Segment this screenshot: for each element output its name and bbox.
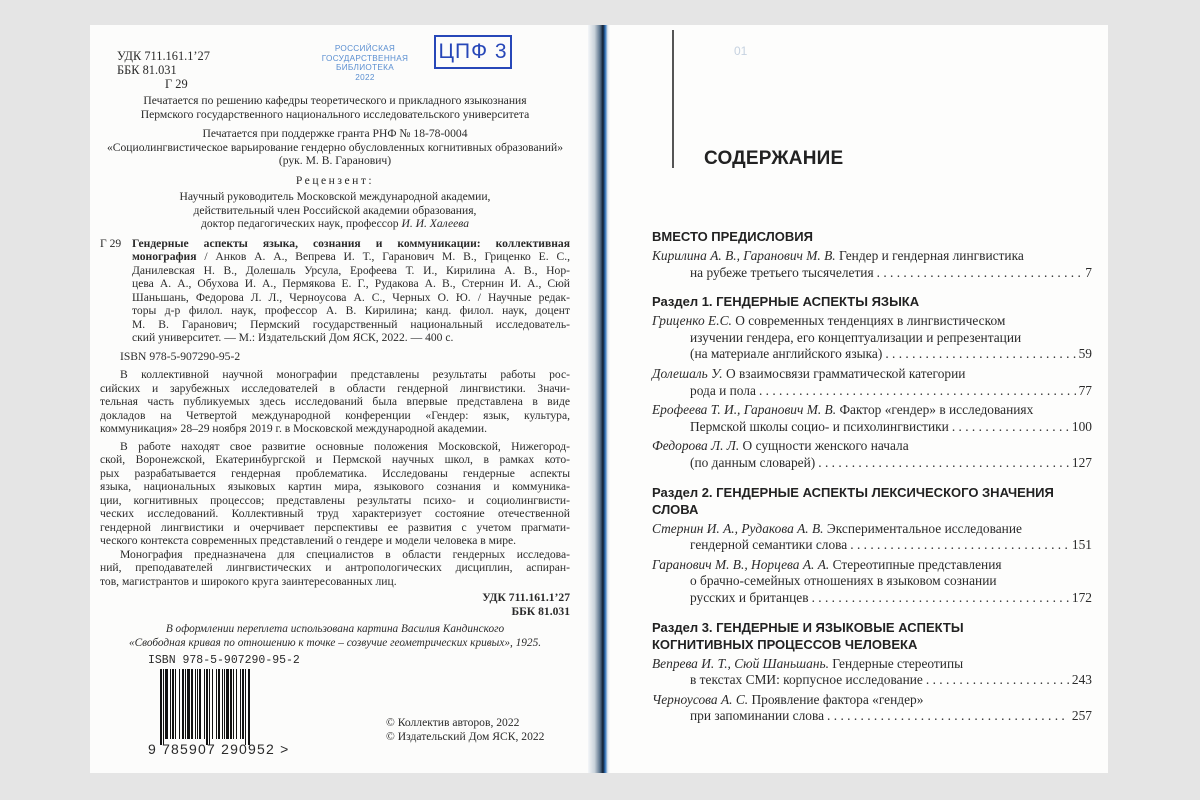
imprint-content (100, 94, 570, 758)
toc-entry[interactable] (652, 656, 1092, 689)
barcode-bar (224, 669, 225, 739)
stamp-line: РОССИЙСКАЯ (334, 44, 396, 53)
catalog-text (132, 237, 570, 345)
toc-entry-title: Фактор «гендер» в исследованиях (839, 402, 1034, 418)
barcode-bar (199, 669, 201, 739)
barcode-bar (245, 669, 246, 745)
barcode-bar (222, 669, 223, 739)
toc-entry-title: на рубеже третьего тысячелетия (690, 264, 874, 280)
barcode-bar (195, 669, 196, 739)
text-line: «Социолингвистическое варьирование гендерно обусловленных когнитивных образований» (106, 140, 564, 154)
toc-entry-title: Стереотипные представления (832, 556, 1002, 572)
reviewer-info (100, 190, 570, 231)
text-line (100, 217, 570, 231)
catalog-line: Данилевская Н. В., Долешаль Урсула, Ерофеева Т. И., Кирилина А. В., Нор- (132, 263, 570, 277)
toc-entry-title: Гендер и гендерная лингвистика (838, 248, 1024, 263)
barcode-bar (218, 669, 220, 739)
toc-entry-line (652, 708, 1092, 725)
barcode-bar (175, 669, 176, 739)
catalog-line: цева А. А., Обухова И. А., Пермякова Е. Г., Рудакова А. В., Стернин И. А., Сюй (132, 277, 570, 290)
toc-section-heading: СЛОВА (652, 501, 699, 517)
paragraph-line: сийских и зарубежных исследователей в области гендерной лингвистики. Значи- (100, 381, 570, 395)
toc-entry-title: Пермской школы социо- и психолингвистики (690, 418, 949, 434)
toc-entry-title: Экспериментальное исследование (826, 520, 1022, 536)
toc-page-number: 257 (1071, 708, 1092, 724)
barcode-bar (170, 669, 171, 739)
annotation-paragraph (100, 368, 570, 436)
toc-entry-line (652, 438, 1092, 455)
barcode-bar (216, 669, 217, 739)
toc-page-number: 7 (1085, 264, 1092, 280)
paragraph-line: ской, Воронежской, Екатеринбургской и Пермской научных школ, в рамках кото- (100, 453, 570, 466)
author-mark: Г 29 (165, 77, 188, 91)
catalog-line (132, 250, 570, 264)
stamp-line: ГОСУДАРСТВЕННАЯ (321, 53, 409, 63)
toc-entry[interactable] (652, 438, 1092, 471)
toc-entry-author: Федорова Л. Л. (652, 438, 740, 454)
paragraph-line: коммуникация» 28–29 ноября 2019 г. в Московской международной академии. (100, 422, 487, 435)
barcode-bar (248, 669, 250, 745)
book-spine (588, 25, 610, 773)
toc-entry-title: о брачно-семейных отношениях в языковом сознании (690, 573, 997, 589)
dot-leader (759, 383, 1076, 400)
paragraph-line: тов, магистрантов и широкого круга заинтересованных лиц. (100, 574, 397, 588)
toc-page-number: 100 (1071, 418, 1092, 434)
toc-entry[interactable] (652, 692, 1092, 725)
text: доктор педагогических наук, профессор (200, 217, 399, 230)
barcode-bar (172, 669, 174, 739)
toc-entry-author: Кирилина А. В., Гаранович М. В. (652, 248, 836, 263)
toc-entry-line (652, 346, 1092, 363)
toc-entry-title: О современных тенденциях в лингвистическом (735, 313, 1006, 329)
faint-mark: 01 (734, 44, 748, 58)
barcode-bar (236, 669, 237, 739)
toc-entry-title: (по данным словарей) (690, 454, 816, 470)
toc-entry-title: О сущности женского начала (742, 438, 909, 454)
toc-page-number: 172 (1071, 589, 1092, 605)
toc-entry-author: Вепрева И. Т., Сюй Шаньшань. (652, 655, 829, 671)
barcode-bar (226, 669, 229, 739)
barcode-bar (230, 669, 232, 739)
toc-page-number: 59 (1078, 346, 1092, 362)
toc-section (652, 228, 1092, 281)
barcode-bar (240, 669, 241, 739)
barcode-bar (165, 669, 168, 739)
toc-entry-title: (на материале английского языка) (690, 346, 883, 362)
barcode-bar (197, 669, 198, 739)
toc-entry-line (652, 330, 1092, 347)
toc-entry-line (652, 248, 1092, 265)
toc-entry-line (652, 419, 1092, 436)
stamp-line: БИБЛИОТЕКА (336, 63, 394, 72)
toc-entry[interactable] (652, 248, 1092, 281)
toc-entry-line (652, 590, 1092, 607)
toc-page-number: 151 (1071, 537, 1092, 553)
paragraph-line: тельная часть публикуемых здесь исследований была впервые представлена в виде (100, 395, 570, 408)
library-stamp (305, 44, 425, 82)
paragraph-line: докладов на Четвертой международной конференции «Гендер: язык, культура, (100, 408, 570, 422)
toc-entry-line (652, 455, 1092, 472)
catalog-authors: / Анков А. А., Вепрева И. Т., Гаранович М. В., Гриценко Е. С., (196, 250, 570, 263)
toc-entry-line (652, 557, 1092, 574)
cover-note (100, 623, 570, 650)
text-line: Печатается при поддержке гранта РНФ № 18-78-0004 (202, 127, 468, 140)
toc-entry-title: О взаимосвязи грамматической категории (725, 365, 966, 381)
toc-section-heading: ВМЕСТО ПРЕДИСЛОВИЯ (652, 229, 813, 244)
toc-title: СОДЕРЖАНИЕ (704, 148, 844, 169)
barcode-bar (209, 669, 210, 745)
text-line: «Свободная кривая по отношению к точке – созвучие геометрических кривых», 1925. (128, 636, 542, 649)
barcode-bar (204, 669, 205, 739)
text-line: действительный член Российской академии образования, (193, 203, 477, 217)
barcode (160, 669, 282, 741)
barcode-digits: 9 785907 290952 > (148, 741, 290, 757)
toc-entry[interactable] (652, 313, 1092, 363)
barcode-bar (182, 669, 184, 739)
toc-section (652, 619, 1092, 725)
udk-bottom: УДК 711.161.1’27 (482, 591, 570, 604)
text-line: Научный руководитель Московской международной академии, (179, 190, 491, 203)
toc-page-number: 77 (1078, 382, 1092, 398)
grant-info (100, 127, 570, 168)
toc-section-heading: Раздел 2. ГЕНДЕРНЫЕ АСПЕКТЫ ЛЕКСИЧЕСКОГО ЗНАЧЕНИЯ (652, 484, 1054, 500)
toc-entry-title: русских и британцев (690, 589, 809, 605)
toc-section-heading: Раздел 1. ГЕНДЕРНЫЕ АСПЕКТЫ ЯЗЫКА (652, 294, 920, 310)
toc-section (652, 484, 1092, 607)
bbk-bottom: ББК 81.031 (511, 604, 570, 618)
toc-entry-author: Стернин И. А., Рудакова А. В. (652, 520, 824, 536)
bbk-code: ББК 81.031 (117, 63, 177, 77)
isbn: ISBN 978-5-907290-95-2 (120, 349, 241, 363)
catalog-title: Гендерные аспекты языка, сознания и коммуникации: коллективная (132, 236, 570, 250)
barcode-isbn: ISBN 978-5-907290-95-2 (148, 654, 300, 667)
catalog-code: Г 29 (100, 236, 122, 250)
copyright-line: © Коллектив авторов, 2022 (386, 716, 520, 729)
paragraph-line: ции, когнитивных процессов; представлены результаты психо- и социолингвисти- (100, 493, 570, 507)
text-line: В оформлении переплета использована картина Василия Кандинского (165, 623, 505, 635)
dot-leader (850, 537, 1069, 554)
toc-entry-line (652, 265, 1092, 282)
print-decision (100, 94, 570, 121)
barcode-bar (212, 669, 213, 739)
barcode-bar (163, 669, 164, 745)
udk-code: УДК 711.161.1’27 (117, 49, 210, 63)
toc-entry-title: изучении гендера, его концептуализации и репрезентации (690, 329, 1022, 345)
stamp-line: 2022 (355, 72, 375, 82)
annotation-paragraph (100, 548, 570, 589)
toc-entry-author: Гаранович М. В., Норцева А. А. (652, 556, 830, 572)
toc-entry[interactable] (652, 402, 1092, 435)
toc-section (652, 293, 1092, 471)
dot-leader (827, 708, 1069, 725)
toc-entry-title: Проявление фактора «гендер» (751, 691, 924, 707)
toc-entry-author: Ерофеева Т. И., Гаранович М. В. (652, 402, 837, 418)
table-of-contents (652, 228, 1092, 737)
dot-leader (877, 265, 1083, 282)
dot-leader (885, 346, 1075, 363)
text-line: (рук. М. В. Гаранович) (278, 154, 392, 167)
toc-entry-line (652, 383, 1092, 400)
copyright-line: © Издательский Дом ЯСК, 2022 (386, 729, 545, 743)
toc-entry-line (652, 313, 1092, 330)
paragraph-line: языка, национальных языковых картин мира, языкового сознания и коммуника- (100, 480, 570, 493)
dot-leader (812, 590, 1069, 607)
toc-entry-author: Долешаль У. (652, 365, 723, 381)
toc-entry-author: Черноусова А. С. (652, 691, 749, 707)
copyright (386, 716, 544, 743)
paragraph-line: гендерной лингвистики и очерчивает перспективы ее развития с учетом прагмати- (100, 520, 570, 534)
catalog-entry (100, 237, 570, 345)
toc-entry-title: при запоминании слова (690, 708, 825, 724)
catalog-line: М. В. Гаранович; Пермский государственный национальный исследователь- (132, 317, 570, 331)
toc-entry-title: Гендерные стереотипы (832, 655, 964, 671)
toc-entry-title: рода и пола (690, 382, 756, 398)
cpf-stamp: ЦПФ 3 (434, 35, 512, 69)
toc-entry-line (652, 573, 1092, 590)
paragraph-line: ческого контекста современных представлений о гендере и модели человека в мире. (100, 534, 517, 547)
toc-entry-title: гендерной семантики слова (690, 537, 848, 553)
barcode-bar (242, 669, 244, 739)
toc-page-number: 243 (1071, 672, 1092, 688)
decorative-rule (672, 30, 674, 168)
paragraph-line: ческих исследований. Коллективный труд характеризует состояние отечественной (100, 507, 570, 520)
toc-entry-line (652, 692, 1092, 709)
text-line: Печатается по решению кафедры теоретического и прикладного языкознания (143, 94, 527, 107)
imprint-footer (100, 654, 570, 758)
dot-leader (952, 419, 1069, 436)
toc-entry[interactable] (652, 366, 1092, 399)
paragraph-line: В коллективной научной монографии представлены результаты работы рос- (120, 368, 570, 381)
barcode-bar (191, 669, 193, 739)
catalog-line: торы д-р филол. наук, профессор А. В. Кирилина; канд. филол. наук, доцент (132, 304, 570, 317)
barcode-bar (160, 669, 162, 745)
toc-entry[interactable] (652, 557, 1092, 607)
paragraph-line: ний, преподавателей лингвистических и антропологических дисциплин, аспиран- (100, 561, 570, 574)
annotation (100, 368, 570, 588)
dot-leader (818, 455, 1069, 472)
dot-leader (926, 672, 1069, 689)
toc-entry-line (652, 537, 1092, 554)
toc-section-heading: Раздел 3. ГЕНДЕРНЫЕ И ЯЗЫКОВЫЕ АСПЕКТЫ (652, 619, 964, 635)
barcode-bar (206, 669, 208, 745)
toc-entry-line (652, 521, 1092, 538)
barcode-bar (187, 669, 190, 739)
reviewer-name: И. И. Халеева (401, 217, 470, 230)
barcode-bar (179, 669, 180, 739)
paragraph-line: рых разрабатывается гендерная проблематика. Исследованы гендерные аспекты (100, 466, 570, 480)
catalog-line: ский университет. — М.: Издательский Дом ЯСК, 2022. — 400 с. (132, 331, 454, 344)
catalog-title: монография (132, 250, 197, 263)
toc-entry-title: в текстах СМИ: корпусное исследование (690, 672, 923, 688)
text-line: Пермского государственного национального исследовательского университета (140, 107, 530, 121)
toc-entry-line (652, 656, 1092, 673)
barcode-block (148, 654, 298, 758)
toc-entry-line (652, 402, 1092, 419)
annotation-paragraph (100, 440, 570, 548)
reviewer-heading: Рецензент: (295, 173, 375, 187)
toc-page-number: 127 (1071, 454, 1092, 470)
barcode-bar (233, 669, 234, 739)
catalog-line: Шаньшань, Федорова Л. Л., Черноусова А. С., Черных О. Ю. / Научные редак- (132, 290, 570, 304)
barcode-bar (185, 669, 186, 739)
paragraph-line: Монография предназначена для специалистов в области гендерных исследова- (120, 547, 570, 561)
toc-entry[interactable] (652, 521, 1092, 554)
toc-entry-author: Гриценко Е.С. (652, 313, 732, 329)
toc-entry-line (652, 672, 1092, 689)
paragraph-line: В работе находят свое развитие основные положения Московской, Нижегород- (120, 439, 570, 453)
toc-section-heading: КОГНИТИВНЫХ ПРОЦЕССОВ ЧЕЛОВЕКА (652, 636, 918, 652)
toc-entry-line (652, 366, 1092, 383)
